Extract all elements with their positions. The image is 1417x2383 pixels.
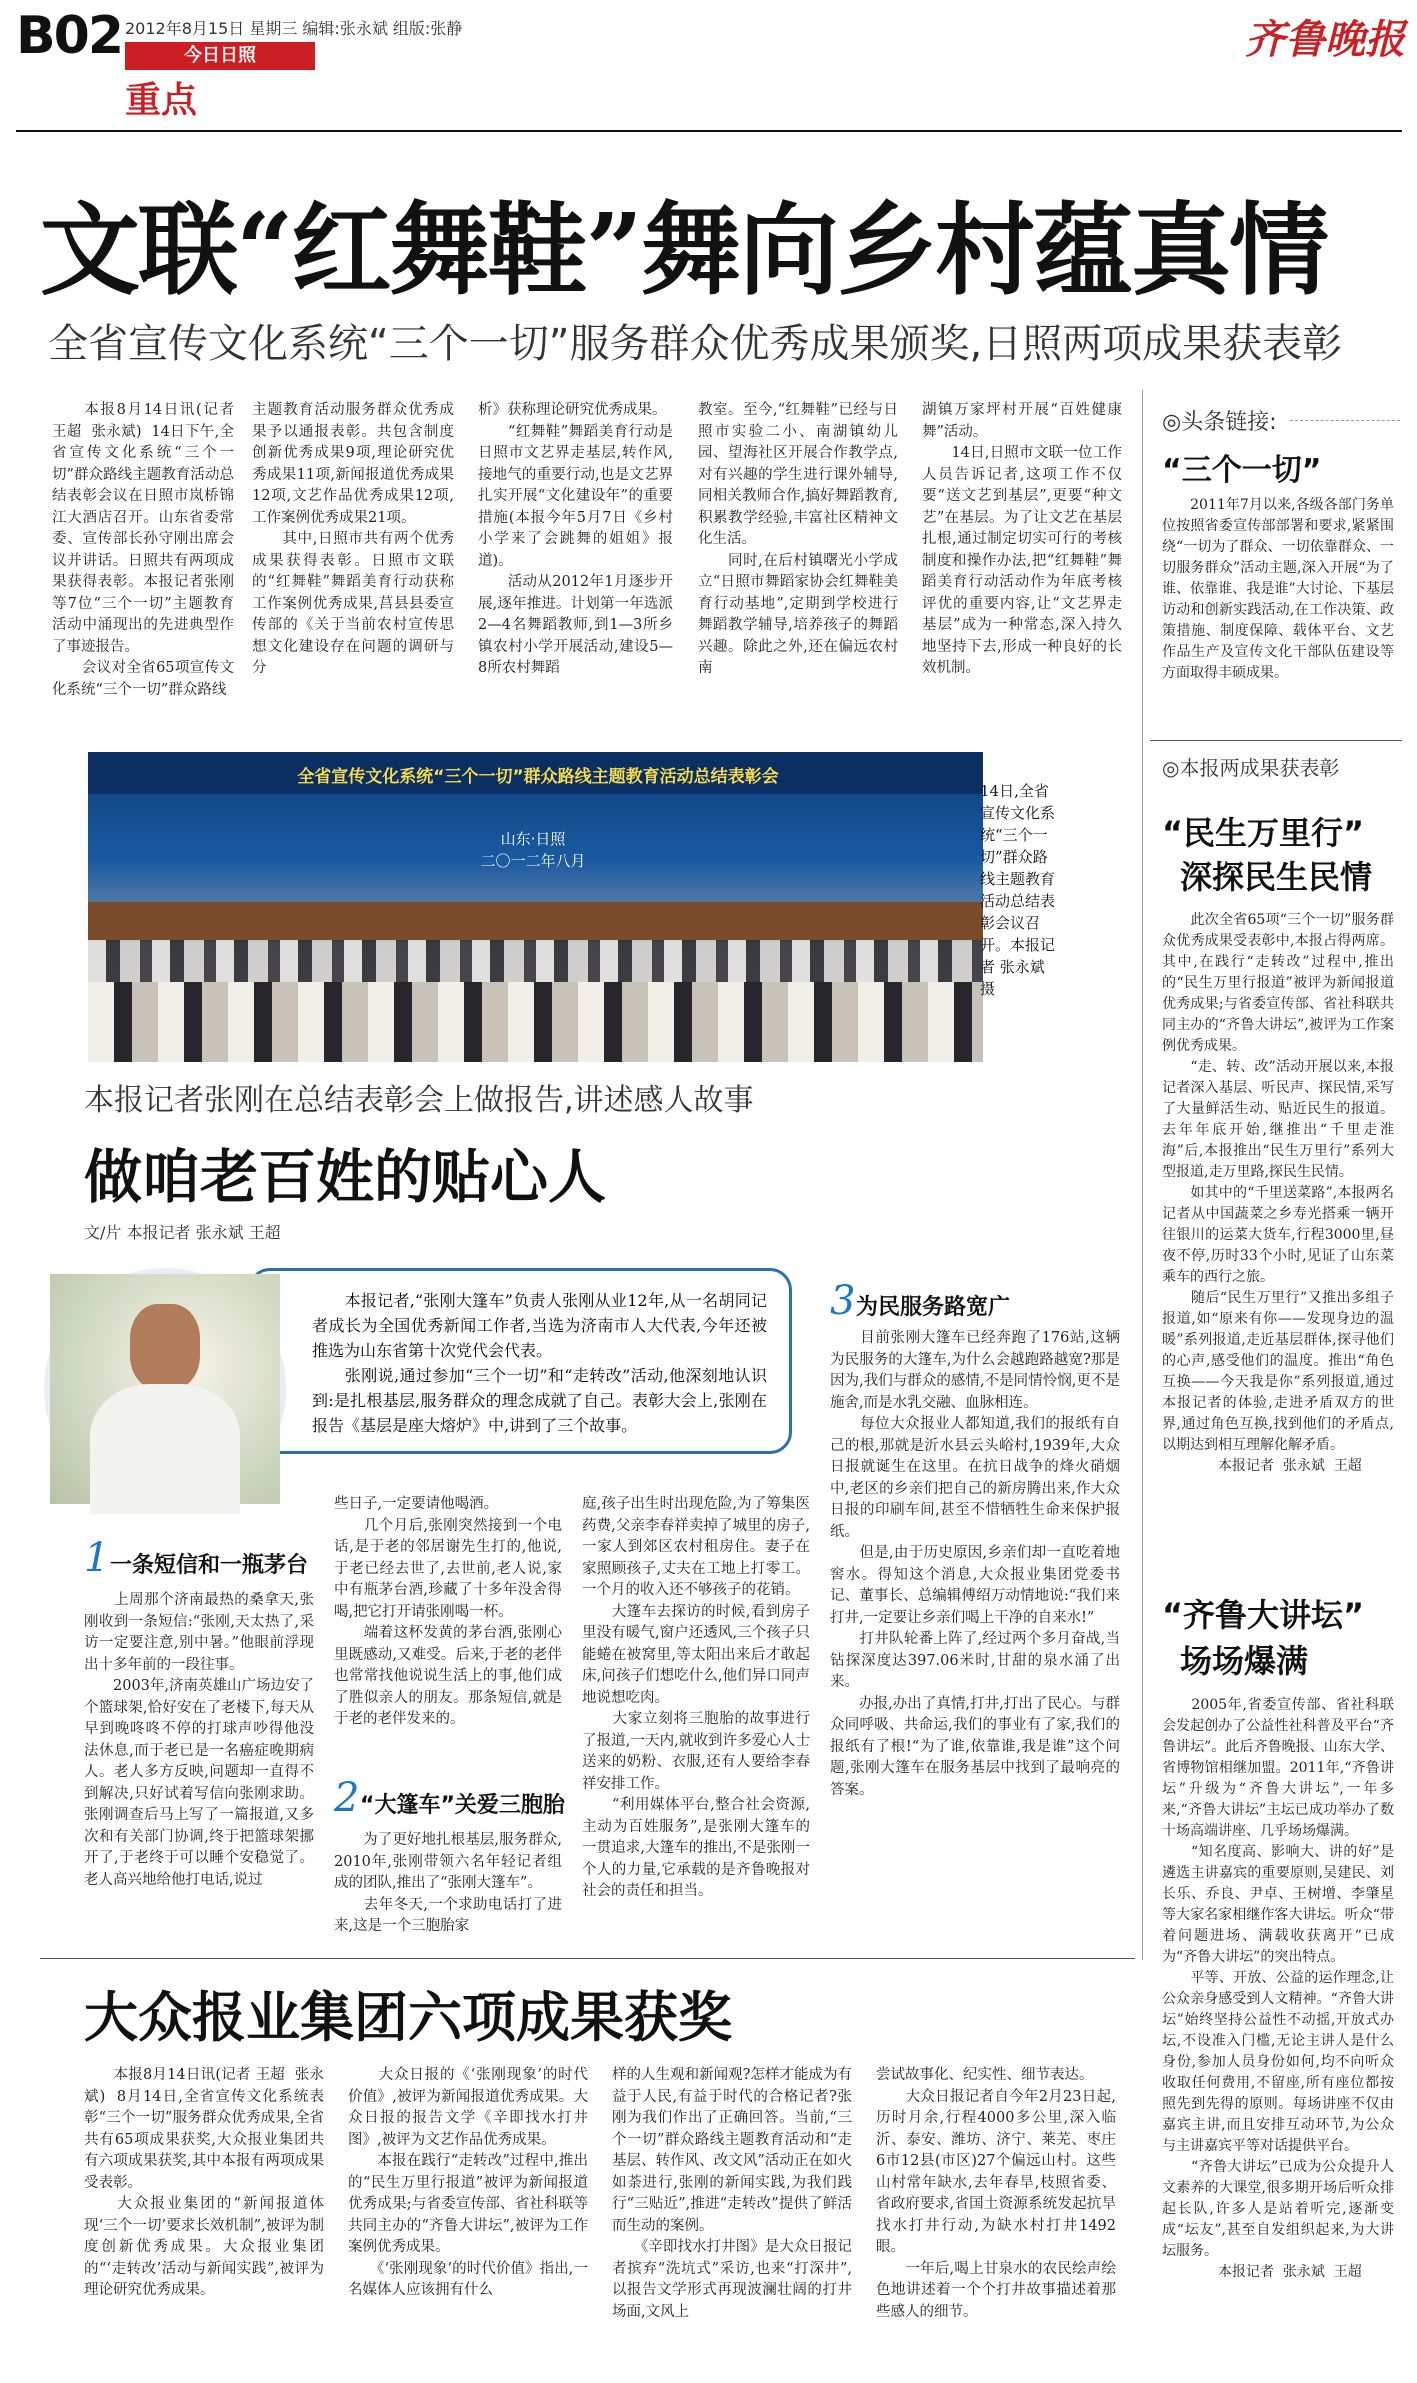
- sidebar-s2-label: ◎本报两成果获表彰: [1162, 756, 1340, 780]
- feature-byline: 文/片 本报记者 张永斌 王超: [84, 1223, 281, 1242]
- feature-column-4: 目前张刚大篷车已经奔跑了176站,这辆为民服务的大篷车,为什么会越跑路越宽?那是因为,我们与群众的感情,不是同情怜悯,更不是施舍,而是水乳交融、血脉相连。 每位大众报业人都知道,我们的报纸有自己的根,那就是沂水县云头峪村,1939年,大众日报就诞生在这里。在抗日战争的烽火硝烟中,老区的乡亲们把自己的新房腾出来,作大众日报的印刷车间,甚至不惜牺牲生命来保护报纸。 但是,由于历史原因,乡亲们却一直吃着地窖水。得知这个消息,大众报业集团党委书记、董事长、总编辑傅绍万动情地说:“我们来打井,一定要让乡亲们喝上干净的自来水!” 打井队轮番上阵了,经过两个多月奋战,当钻探深度达397.06米时,甘甜的泉水涌了出来。 办报,办出了真情,打井,打出了民心。与群众同呼吸、共命运,我们的事业有了家,我们的报纸有了根!“为了谁,依靠谁,我是谁”这个问题,张刚大篷车在服务基层中找到了最响亮的答案。: [830, 1330, 1120, 1798]
- bottom-title: 大众报业集团六项成果获奖: [84, 1986, 732, 2049]
- feature-kicker: 本报记者张刚在总结表彰会上做报告,讲述感人故事: [84, 1083, 754, 1118]
- bottom-column-4: 尝试故事化、纪实性、细节表达。 大众日报记者自今年2月23日起,历时月余,行程4000多公里,深入临沂、泰安、潍坊、济宁、莱芜、枣庄6市12县(市区)27个偏远山村。这些山村常年缺水,去年春旱,枝照省委、省政府要求,省国土资源系统发起抗旱找水打井行动,为缺水村打井1492眼。 一年后,喝上甘泉水的农民绘声绘色地讲述着一个个打井故事描述着那些感人的细节。: [876, 2067, 1116, 2320]
- meeting-photo: [88, 752, 983, 1062]
- date-line: 2012年8月15日 星期三 编辑:张永斌 组版:张静: [125, 19, 463, 38]
- lead-column-4: 教室。至今,“红舞鞋”已经与日照市实验二小、南湖镇幼儿园、望海社区开展合作教学点,对有兴趣的学生进行课外辅导,同相关教师合作,搞好舞蹈教育,积累教学经验,丰富社区精神文化生活。 同时,在后村镇曙光小学成立“日照市舞蹈家协会红舞鞋美育行动基地”,定期到学校进行舞蹈教学辅导,培养孩子的舞蹈兴趣。除此之外,还在偏远农村南: [698, 402, 898, 676]
- sidebar-s1-text: 2011年7月以来,各级各部门务单位按照省委宣传部部署和要求,紧紧围绕“一切为了群众、一切依靠群众、一切服务群众”活动主题,深入开展“为了谁、依靠谁、我是谁”大讨论、下基层访动和创新实践活动,在工作决策、政策措施、制度保障、载体平台、文艺作品生产及宣传文化干部队伍建设等方面取得丰硕成果。: [1162, 497, 1394, 681]
- section-1-text: 上周那个济南最热的桑拿天,张刚收到一条短信:“张刚,天太热了,采访一定要注意,别中暑。”他眼前浮现出十多年前的一段往事。 2003年,济南英雄山广场边安了个篮球架,恰好安在了老楼下,每天从早到晚咚咚不停的打球声吵得他没法休息,而于老已是一名癌症晚期病人。老人多方反映,问题却一直得不到解决,只好试着写信向张刚求助。张刚调查后马上写了一篇报道,又多次和有关部门协调,终于把篮球架挪开了,于老终于可以睡个安稳觉了。老人高兴地给他打电话,说过: [84, 1592, 315, 1888]
- header-rule: [16, 130, 1402, 132]
- sidebar-s3-title-1: “齐鲁大讲坛”: [1162, 1596, 1365, 1634]
- lead-subheadline: 全省宣传文化系统“三个一切”服务群众优秀成果颁奖,日照两项成果获表彰: [48, 321, 1343, 367]
- lead-headline: 文联“红舞鞋”舞向乡村蕴真情: [40, 191, 1328, 309]
- page-number: B02: [16, 6, 122, 66]
- section-2-number: 2: [334, 1775, 360, 1821]
- photo-caption: 14日,全省宣传文化系统“三个一切”群众路线主题教育活动总结表彰会议召开。本报记者 张永斌 摄: [980, 782, 1056, 998]
- photo-backdrop: 山东·日照 二〇一二年八月: [480, 830, 586, 870]
- section-2-text: 为了更好地扎根基层,服务群众,2010年,张刚带领六名年轻记者组成的团队,推出了“张刚大篷车”。 去年冬天,一个求助电话打了进来,这是一个三胞胎家: [334, 1832, 562, 1934]
- bottom-divider: [40, 1958, 1135, 1959]
- feature-title: 做咱老百姓的贴心人: [84, 1143, 607, 1211]
- section-3-number: 3: [830, 1278, 856, 1324]
- section-1-number: 1: [84, 1535, 110, 1581]
- bottom-column-1: 本报8月14日讯(记者 王超 张永斌) 8月14日,全省宣传文化系统表彰“三个一切”服务群众优秀成果,全省共有65项成果获奖,大众报业集团共有六项成果获奖,其中本报有两项成果受表彰。 大众报业集团的“新闻报道体现‘三个一切’要求长效机制”,被评为制度创新优秀成果。大众报业集团的“‘走转改’活动与新闻实践”,被评为理论研究优秀成果。: [84, 2067, 324, 2298]
- feature-column-3: 庭,孩子出生时出现危险,为了筹集医药费,父亲李春祥卖掉了城里的房子,一家人到郊区农村租房住。妻子在家照顾孩子,丈夫在工地上打零工。一个月的收入还不够孩子的花销。 大篷车去探访的时候,看到房子里没有暖气,窗户还透风,三个孩子只能蜷在被窝里,等太阳出来后才敢起床,问孩子们想吃什么,他们异口同声地说想吃肉。 大家立刻将三胞胎的故事进行了报道,一天内,就收到许多爱心人士送来的奶粉、衣服,还有人要给李春祥安排工作。 “利用媒体平台,整合社会资源,主动为百姓服务”,是张刚大篷车的一贯追求,大篷车的推出,不是张刚一个人的力量,它承载的是齐鲁晚报对社会的责任和担当。: [582, 1496, 810, 1899]
- photo-banner: 全省宣传文化系统“三个一切”群众路线主题教育活动总结表彰会: [297, 767, 779, 787]
- lead-column-2: 主题教育活动服务群众优秀成果予以通报表彰。共包含制度创新优秀成果9项,理论研究优秀成果11项,新闻报道优秀成果12项,文艺作品优秀成果12项,工作案例优秀成果21项。 其中,日照市共有两个优秀成果获得表彰。日照市文联的“红舞鞋”舞蹈美育行动获称工作案例优秀成果,莒县县委宣传部的《关于当前农村宣传思想文化建设存在问题的调研与分: [252, 402, 454, 676]
- section-2-title: “大篷车”关爱三胞胎: [360, 1793, 565, 1818]
- lead-column-1: 本报8月14日讯(记者 王超 张永斌) 14日下午,全省宣传文化系统“三个一切”群众路线主题教育活动总结表彰会议在日照市岚桥锦江大酒店召开。山东省委常委、宣传部长孙守刚出席会议并讲话。日照共有两项成果获得表彰。本报记者张刚等7位“三个一切”主题教育活动中涌现出的先进典型作了事迹报告。 会议对全省65项宣传文化系统“三个一切”群众路线: [52, 402, 234, 698]
- sidebar-s1-title: “三个一切”: [1162, 453, 1322, 488]
- sidebar-s3-text: 2005年,省委宣传部、省社科联会发起创办了公益性社科普及平台“齐鲁讲坛”。此后齐鲁晚报、山东大学、省博物馆相继加盟。2011年,“齐鲁讲坛”升级为“齐鲁大讲坛”,一年多来,“齐鲁大讲坛”主坛已成功举办了数十场高端讲座、几乎场场爆满。 “知名度高、影响大、讲的好”是遴选主讲嘉宾的重要原则,吴建民、刘长乐、乔良、尹卓、王树增、李肇星等大家名家相继作客大讲坛。听众“带着问题进场、满载收获离开”已成为“齐鲁大讲坛”的突出特点。 平等、开放、公益的运作理念,让公众亲身感受到人文精神。“齐鲁大讲坛”始终坚持公益性不动摇,开放式办坛,不设准入门槛,无论主讲人是什么身份,参加人员身份如何,均不向听众收取任何费用,不留座,所有座位都按照先到先得的原则。每场讲座不仅由嘉宾主讲,而且安排互动环节,为公众与主讲嘉宾平等对话提供平台。 “齐鲁大讲坛”已成为公众提升人文素养的大课堂,很多期开场后听众排起长队,许多人是站着听完,逐渐变成“坛友”,甚至自发组织起来,为大讲坛服务。 本报记者 张永斌 王超: [1162, 1697, 1394, 2280]
- feature-column-2: 些日子,一定要请他喝酒。 几个月后,张刚突然接到一个电话,是于老的邻居谢先生打的,他说,于老已经去世了,去世前,老人说,家中有瓶茅台酒,珍藏了十多年没舍得喝,把它打开请张刚喝一杯。 端着这杯发黄的茅台酒,张刚心里既感动,又难受。后来,于老的老伴也常常找他说说生活上的事,他们成了胜似亲人的朋友。那条短信,就是于老的老伴发来的。: [334, 1496, 562, 1727]
- section-title: 重点: [125, 80, 198, 121]
- lead-column-3: 析》获称理论研究优秀成果。 “红舞鞋”舞蹈美育行动是日照市文艺界走基层,转作风,接地气的重要行动,也是文艺界扎实开展“文化建设年”的重要措施(本报今年5月7日《乡村小学来了会跳舞的姐姐》报道)。 活动从2012年1月逐步开展,逐年推进。计划第一年选派2—4名舞蹈教师,到1—3所乡镇农村小学开展活动,建设5—8所农村舞蹈: [478, 402, 673, 676]
- sidebar-divider-1: [1150, 740, 1402, 741]
- sidebar-link-rule: [1290, 420, 1400, 422]
- sidebar-s2-title-2: 深探民生民情: [1180, 858, 1373, 896]
- reporter-portrait: [44, 1268, 286, 1510]
- section-1-title: 一条短信和一瓶茅台: [110, 1553, 309, 1578]
- lead-column-5: 湖镇万家坪村开展“百姓健康舞”活动。 14日,日照市文联一位工作人员告诉记者,这项工作不仅要“送文艺到基层”,更要“种文艺”在基层。为了让文艺在基层扎根,通过制定切实可行的考核制度和操作办法,把“红舞鞋”舞蹈美育行动活动作为年底考核评优的重要内容,让“文艺界走基层”成为一种常态,深入持久地坚持下去,形成一种良好的长效机制。: [922, 402, 1122, 676]
- sidebar-s2-text: 此次全省65项“三个一切”服务群众优秀成果受表彰中,本报占得两席。其中,在践行“走转改”过程中,推出的“民生万里行报道”被评为新闻报道优秀成果;与省委宣传部、省社科联共同主办的“齐鲁大讲坛”,被评为工作案例优秀成果。 “走、转、改”活动开展以来,本报记者深入基层、听民声、探民情,采写了大量鲜活生动、贴近民生的报道。去年年底开始,继推出“千里走淮海”后,本报推出“民生万里行”系列大型报道,走万里路,探民生民情。 如其中的“千里送菜路”,本报两名记者从中国蔬菜之乡寿光搭乘一辆开往银川的运菜大货车,行程3000里,昼夜不停,历时33个小时,见证了山东菜乘车的西行之旅。 随后“民生万里行”又推出多组子报道,如“原来有你——发现身边的温暖”系列报道,走近基层群体,探寻他们的心声,感受他们的温度。推出“角色互换——今天我是你”系列报道,通过本报记者的体验,走进矛盾双方的世界,通过角色互换,找到他们的矛盾点,以期达到相互理解化解矛盾。 本报记者 张永斌 王超: [1162, 912, 1394, 1474]
- sidebar-s2-title-1: “民生万里行”: [1162, 814, 1365, 852]
- bottom-column-3: 样的人生观和新闻观?怎样才能成为有益于人民,有益于时代的合格记者?张刚为我们作出了正确回答。当前,“三个一切”群众路线主题教育活动和“走基层、转作风、改文风”活动正在如火如荼进行,张刚的新闻实践,为我们践行“三贴近”,推进“走转改”提供了鲜活而生动的案例。 《辛即找水打井图》是大众日报记者摈弃“洗坑式”采访,也来“打深井”,以报告文学形式再现波澜壮阔的打井场面,文风上: [612, 2067, 852, 2320]
- feature-intro: 本报记者,“张刚大篷车”负责人张刚从业12年,从一名胡同记者成长为全国优秀新闻工作者,当选为济南市人大代表,今年还被推选为山东省第十次党代会代表。 张刚说,通过参加“三个一切”和“走转改”活动,他深刻地认识到:是扎根基层,服务群众的理念成就了自己。表彰大会上,张刚在报告《基层是座大熔炉》中,讲到了三个故事。: [312, 1291, 767, 1435]
- sidebar-s3-title-2: 场场爆满: [1180, 1642, 1309, 1680]
- section-tag: 今日日照: [125, 42, 315, 70]
- sidebar-divider: [1142, 390, 1143, 1960]
- newspaper-logo: 齐鲁晚报: [1245, 16, 1405, 63]
- bottom-column-2: 大众日报的《‘张刚现象’的时代价值》,被评为新闻报道优秀成果。大众日报的报告文学《辛即找水打井图》,被评为文艺作品优秀成果。 本报在践行“走转改”过程中,推出的“民生万里行报道”被评为新闻报道优秀成果;与省委宣传部、省社科联等共同主办的“齐鲁大讲坛”,被评为工作案例优秀成果。 《‘张刚现象’的时代价值》指出,一名媒体人应该拥有什么: [348, 2067, 588, 2298]
- section-3-title: 为民服务路宽广: [856, 1295, 1011, 1320]
- sidebar-link-label: ◎头条链接:: [1162, 410, 1277, 435]
